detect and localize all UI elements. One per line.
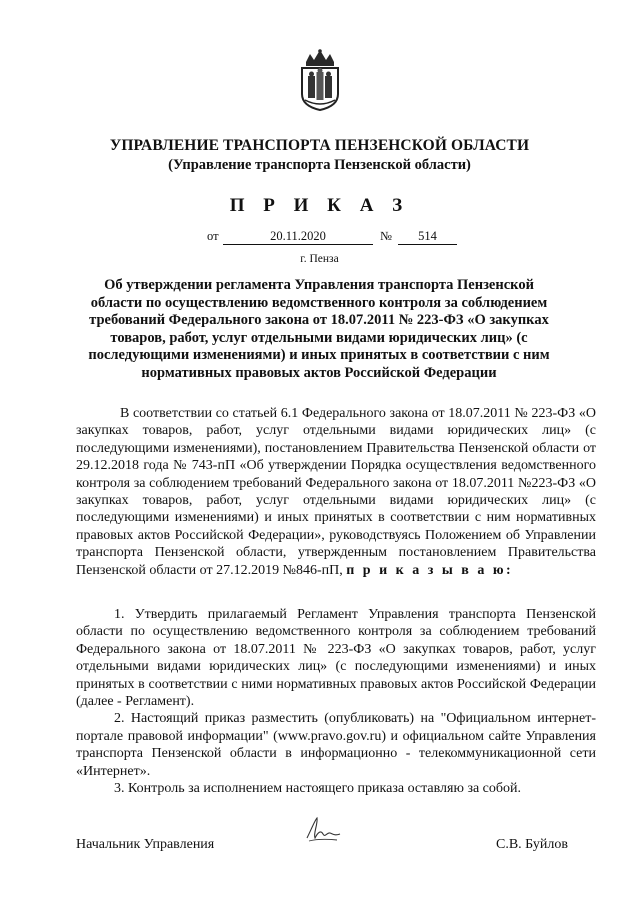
order-title: Об утверждении регламента Управления транспорта Пензенской области по осуществлению ведомственного контроля за соблюдением требований Федерального закона от 18.07.2011 № 223-ФЗ «О закупках товаров, работ, услуг отдельными видами юридических лиц» (с последующими изменениями) и иных принятых в соответствии с ним нормативных правовых актов Российской Федерации [88, 277, 550, 381]
signer-position: Начальник Управления [76, 837, 215, 852]
order-item: 2. Настоящий приказ разместить (опубликовать) на "Официальном интернет-портале правовой информации" (www.pravo.gov.ru) и официальном сайте Управления транспорта Пензенской области в информационно - телекоммуникационной сети «Интернет». [76, 711, 596, 779]
order-item: 3. Контроль за исполнением настоящего приказа оставляю за собой. [114, 781, 522, 797]
document-type-heading: П Р И К А З [229, 195, 410, 216]
signer-name: С.В. Буйлов [496, 837, 568, 852]
order-date: 20.11.2020 [223, 229, 373, 245]
number-label: № [380, 229, 392, 243]
city: г. Пенза [300, 253, 339, 265]
handwritten-signature [303, 812, 343, 846]
order-items [76, 606, 596, 797]
coat-of-arms-icon [296, 48, 344, 112]
order-item: 1. Утвердить прилагаемый Регламент Управления транспорта Пензенской области по осуществлению ведомственного контроля за соблюдением требований Федерального закона от 18.07.2011 № 223-ФЗ «О закупках товаров, работ, услуг отдельными видами юридических лиц» (с последующими изменениями) и иных принятых в соответствии с ними нормативных правовых актов Российской Федерации (далее - Регламент). [76, 607, 596, 710]
organization-short-name: (Управление транспорта Пензенской области) [168, 157, 471, 173]
preamble [76, 405, 596, 579]
preamble-text: В соответствии со статьей 6.1 Федерального закона от 18.07.2011 № 223-ФЗ «О закупках товаров, работ, услуг отдельными видами юридических лиц» (с последующими изменениями), постановлением Правительства Пензенской области от 29.12.2018 года № 743-пП «Об утверждении Порядка осуществления ведомственного контроля за соблюдением требований Федерального закона от 18.07.2011 №223-ФЗ «О закупках товаров, работ, услуг отдельными видами юридических лиц» (с последующими изменениями) и иных принятых в соответствии с ним нормативных правовых актов Российской Федерации», руководствуясь Положением об Управлении транспорта Пензенской области, утвержденным постановлением Правительства Пензенской области от 27.12.2019 №846-пП, [76, 406, 596, 578]
order-word: п р и к а з ы в а ю: [346, 562, 514, 578]
organization-name: УПРАВЛЕНИЕ ТРАНСПОРТА ПЕНЗЕНСКОЙ ОБЛАСТИ [109, 137, 530, 154]
preamble-paragraph [76, 405, 596, 579]
date-prefix: от [207, 229, 219, 243]
order-number: 514 [398, 229, 457, 245]
